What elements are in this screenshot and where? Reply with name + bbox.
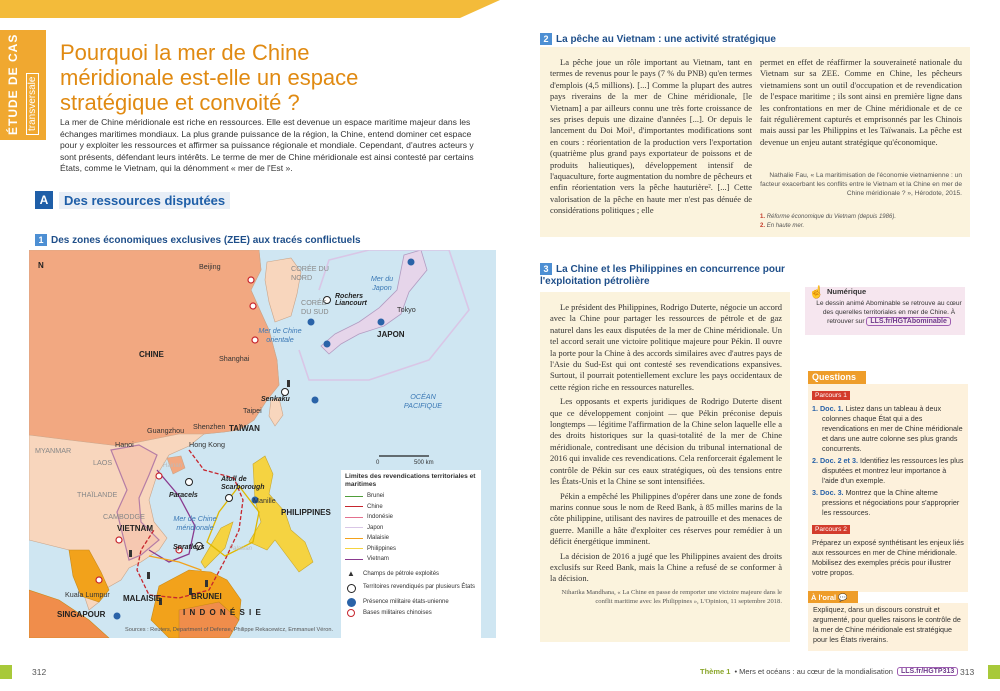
legend-label: Japon (367, 524, 384, 531)
legend-title: Limites des revendications territoriales et maritimes (345, 473, 476, 488)
legend-lines (345, 491, 477, 565)
legend-label: Indonésie (367, 514, 394, 521)
city-hongkong: Hong Kong (189, 440, 225, 449)
doc2-box (540, 47, 970, 237)
legend-claim-6 (345, 554, 477, 565)
label-senkaku: Senkaku (261, 396, 290, 403)
left-page-marker (0, 665, 12, 679)
oral-box: Expliquez, dans un discours construit et argumenté, pour quelles raisons le contrôle de la mer de Chine méridionale est stratégique pour les États riverains. (808, 603, 968, 651)
legend-claim-4 (345, 533, 477, 544)
legend-label: Philippines (367, 545, 397, 552)
legend-claim-0 (345, 491, 477, 502)
doc2-notes: 1. Réforme économique du Vietnam (depuis 1986). 2. En haute mer. (760, 214, 896, 229)
doc3-citation: Niharika Mandhana, « La Chine en passe de remporter une victoire majeure dans le conflit maritime avec les Philippines », L'Opinion, 11 septembre 2018. (561, 588, 782, 605)
section-label: Des ressources disputées (59, 192, 230, 209)
label-spratleys: Spratleys (173, 544, 205, 551)
legend-claim-5 (345, 544, 477, 555)
page-title: Pourquoi la mer de Chine méridionale est-elle un espace stratégique et convoité ? (60, 40, 359, 115)
question-3: 3. Doc. 3. Montrez que la Chine alterne pressions et négociations pour s'approprier les ressources. (812, 488, 960, 517)
page-number-left: 312 (32, 667, 47, 677)
country-laos: LAOS (93, 458, 113, 467)
top-color-band (0, 0, 500, 18)
doc3-heading (540, 263, 790, 288)
label-scarborough: Atoll de Scarborough (221, 476, 265, 491)
city-taipei: Taipei (243, 406, 262, 415)
question-2: 2. Doc. 2 et 3. Identifiez les ressources les plus disputées et montrez leur importance à l'aide d'un exemple. (812, 456, 964, 485)
country-philippines: PHILIPPINES (281, 508, 331, 517)
questions-header: Questions (808, 371, 866, 384)
legend-swatch (345, 538, 363, 539)
doc1-heading (35, 234, 361, 246)
country-taiwan: TAÏWAN (229, 424, 260, 433)
numerique-box (805, 287, 965, 335)
legend-claim-3 (345, 523, 477, 534)
doc2-number: 2 (540, 33, 552, 45)
country-brunei: BRUNEI (191, 592, 222, 601)
doc1-title: Des zones économiques exclusives (ZEE) aux tracés conflictuels (51, 234, 361, 246)
sidebar-label: ÉTUDE DE CAS (6, 33, 20, 135)
legend-claim-1 (345, 502, 477, 513)
ocean-pacific: OCÉAN PACIFIQUE (403, 392, 443, 410)
legend-swatch (345, 548, 363, 549)
numerique-title: Numérique (827, 287, 867, 296)
footer-theme: Thème 1 (700, 667, 731, 676)
sidebar-sublabel: transversale (26, 73, 39, 135)
city-manille: Manille (253, 496, 276, 505)
city-guangzhou: Guangzhou (147, 426, 185, 435)
island-hainan: Hainan (163, 463, 183, 469)
map-legend (341, 470, 481, 638)
legend-swatch (345, 559, 363, 560)
country-myanmar: MYANMAR (35, 446, 72, 455)
parcours2-badge: Parcours 2 (812, 525, 850, 534)
country-japan: JAPON (377, 330, 405, 339)
numerique-text: Le dessin animé Abominable se retrouve au cœur des querelles territoriales en mer de Chine. À retrouver sur LLS.fr/HGTAbominable (816, 300, 962, 325)
pointer-hand-icon: ☝ (809, 285, 824, 299)
parcours1-badge: Parcours 1 (812, 391, 850, 400)
country-singapore: SINGAPOUR (57, 610, 106, 619)
doc2-col1: La pêche joue un rôle important au Vietnam, tant en termes de revenus pour le pays (7 % du PNB) qu'en termes d'emplois (4,5 millions). [...] Comme la plupart des autres pays riverains de la mer de Chine méridionale, [le Vietnam] a par ailleurs connu une très forte croissance de ses prises depuis une dizaine d'années [...]. Or depuis le lancement du Doi Moi¹, d'importantes modifications sont en cours : réorientation de la production vers l'exportation (quatrième plus grand pays exportateur de poissons et de produits halieutiques), développement intensif de l'aquaculture, forte augmentation du nombre de pêcheurs et enfin réorientation vers la pêche hauturière². [...] Cette valorisation de la pêche en haute mer n'est pas dénuée de considérations politiques ; elle (550, 57, 752, 216)
disputed-paracels (186, 479, 193, 486)
legend-swatch (345, 496, 363, 497)
section-badge: A (35, 191, 53, 209)
section-a-heading (35, 190, 230, 210)
doc3-text: Le président des Philippines, Rodrigo Duterte, négocie un accord avec la Chine pour partager les ressources de pétrole et de gaz naturel dans les eaux disputées de la mer de Chine méridionale. Un tel accord serait une victoire politique majeure pour Pékin. Il ouvre la porte pour la Chine à des accords similaires avec d'autres pays de l'Asie du Sud-Est qui ont contesté ses revendications expansives. Surtout, il pourrait potentiellement exclure les pays occidentaux de cette région riche en ressources naturelles. Les opposants et experts juridiques de Rodrigo Duterte disent que ce développement conjoint — que Pékin préconise depuis longtemps — légitime l'affirmation de la Chine selon laquelle elle a des droits historiques sur la quasi-totalité de la mer de Chine méridionale, contredisant une décision du tribunal international de 2016 qui invalide ces revendications. Cela renforcerait également le contrôle de Pékin sur ces eaux stratégiques, où des tensions entre les États-Unis et la Chine se sont intensifiées. Pékin a empêché les Philippines d'opérer dans une zone de fonds marins connue sous le nom de Reed Bank, à 85 milles marins de la côte philippine, utilisant des navires de patrouille et des menaces de guerre. Manille a hâte d'exploiter ces réserves pour remédier à un déficit énergétique imminent. La décision de 2016 a jugé que les Philippines avaient des droits exclusifs sur Reed Bank, mais la Chine a refusé de se conformer à la décision. Niharika Mandhana, « La Chine en passe de remporter une victoire majeure dans le conflit maritime avec les Philippines », L'Opinion, 11 septembre 2018. (550, 302, 782, 605)
city-shanghai: Shanghai (219, 354, 250, 363)
oil-rig-icon: ▲ (347, 569, 355, 579)
island-palawan: Palawan (229, 546, 253, 552)
zee-map (29, 250, 496, 638)
scale-zero: 0 (376, 460, 380, 466)
disputed-scarborough (226, 495, 233, 502)
legend-label: Chine (367, 503, 383, 510)
footer-theme-text: • Mers et océans : au cœur de la mondialisation (734, 667, 893, 676)
country-north-korea: CORÉE DU NORD (291, 264, 329, 282)
legend-claim-2 (345, 512, 477, 523)
city-tokyo: Tokyo (397, 305, 416, 314)
china-star-icon (345, 608, 357, 618)
right-page-marker (988, 665, 1000, 679)
legend-us: Présence militaire états-unienne (345, 597, 477, 608)
country-thailand: THAÏLANDE (77, 490, 118, 499)
doc3-box (540, 292, 790, 642)
city-hanoi: Hanoi (115, 440, 134, 449)
case-study-tab (0, 30, 46, 140)
legend-swatch (345, 506, 363, 507)
country-south-korea: CORÉE DU SUD (301, 298, 329, 316)
label-paracels: Paracels (169, 492, 198, 499)
doc2-citation: Nathalie Fau, « La maritimisation de l'économie vietnamienne : un facteur exacerbant les conflits entre le Vietnam et la Chine en mer de Chine méridionale ? », Hérodote, 2015. (760, 172, 962, 197)
questions-box (808, 384, 968, 592)
oral-header: À l'oral 💬 (808, 591, 858, 604)
city-beijing: Beijing (199, 262, 221, 271)
north-arrow: N (38, 261, 44, 270)
numerique-link[interactable]: LLS.fr/HGTAbominable (866, 317, 950, 326)
country-cambodia: CAMBODGE (103, 512, 145, 521)
doc2-title: La pêche au Vietnam : une activité stratégique (556, 33, 776, 45)
city-shenzhen: Shenzhen (193, 422, 226, 431)
sea-east-china: Mer de Chine orientale (258, 326, 302, 344)
sea-japan: Mer du Japon (370, 274, 394, 292)
legend-swatch (345, 527, 363, 528)
doc2-col2: permet en effet de réaffirmer la souveraineté nationale du Vietnam sur sa ZEE. Comme en Chine, les pêcheurs vietnamiens sont un outil d'occupation et de revendication de l'espace maritime ; ils sont ainsi en première ligne dans les confrontations en mer de Chine méridionale et de ce fait régulièrement capturés et emprisonnés par les Chinois mais aussi par les Philippins et les Taïwanais. La pêche est devenue un enjeu autant stratégique qu'économique. (760, 57, 962, 147)
legend-china-bases: Bases militaires chinoises (345, 608, 477, 619)
parcours2-text: Préparez un exposé synthétisant les enjeux liés aux ressources en mer de Chine méridionale. Mobilisez des exemples précis pour illustrer votre propos. (812, 538, 964, 577)
country-china: CHINE (139, 350, 164, 359)
legend-oil: ▲ Champs de pétrole exploités (345, 569, 477, 580)
sea-south-china: Mer de Chine méridionale (173, 514, 217, 532)
doc1-number: 1 (35, 234, 47, 246)
us-star-icon (345, 597, 357, 607)
city-kuala-lumpur: Kuala Lumpur (65, 590, 110, 599)
legend-swatch (345, 517, 363, 518)
legend-disputed: Territoires revendiqués par plusieurs États (345, 579, 477, 597)
legend-label: Brunei (367, 493, 385, 500)
scale-500km: 500 km (414, 460, 434, 466)
doc2-heading (540, 33, 776, 45)
country-vietnam: VIETNAM (117, 524, 153, 533)
country-indonesia: I N D O N É S I E (183, 608, 262, 617)
china-area (29, 250, 279, 446)
question-1: 1. Doc. 1. Listez dans un tableau à deux colonnes chaque État qui a des revendications en mer de Chine méridionale et dans une autre colonne ses plus grands concurrents. (812, 404, 963, 453)
speech-bubble-icon: 💬 (838, 593, 848, 602)
doc3-number: 3 (540, 263, 552, 275)
intro-paragraph: La mer de Chine méridionale est riche en ressources. Elle est devenue un espace maritime majeur dans les échanges maritimes mondiaux. La plus grande puissance de la région, la Chine, entend dominer cet espace pour y exploiter les ressources et affirmer sa puissance régionale et mondiale. Cependant, d'autres acteurs y sont présents, défendant leurs intérêts. Le terme de mer de Chine méridionale est ainsi contesté par certains États, comme le Vietnam, qui la dénomment « mer de l'Est ». (60, 117, 474, 173)
label-rochers-liancourt: Rochers Liancourt (335, 293, 367, 307)
disputed-circle-icon (345, 583, 357, 593)
page-footer (700, 667, 958, 676)
disputed-senkaku (282, 389, 289, 396)
page-number-right: 313 (960, 667, 975, 677)
map-source: Sources : Reuters, Department of Defense, Philippe Rekacewicz, Emmanuel Véron. (125, 627, 333, 633)
legend-label: Vietnam (367, 556, 389, 563)
footer-link[interactable]: LLS.fr/HGTP313 (897, 667, 958, 676)
country-malaysia: MALAISIE (123, 594, 162, 603)
doc3-title: La Chine et les Philippines en concurrence pour l'exploitation pétrolière (540, 264, 785, 287)
legend-label: Malaisie (367, 535, 390, 542)
